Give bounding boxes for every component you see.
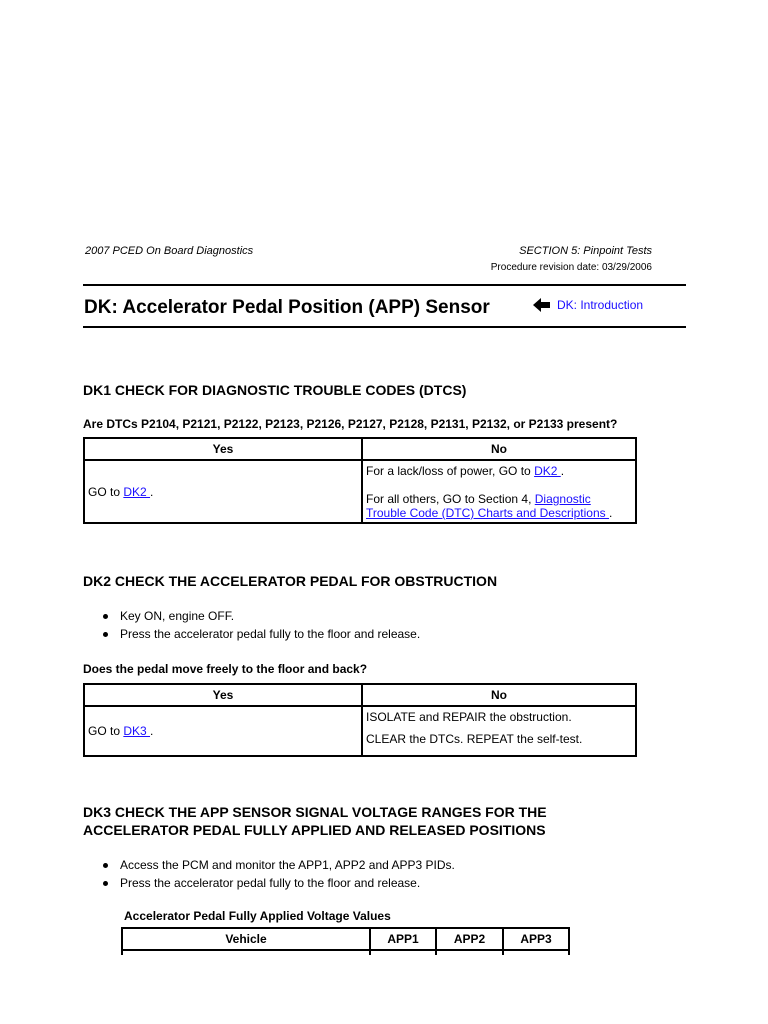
dk2-yes-text: GO to (88, 724, 124, 738)
document-header-section: SECTION 5: Pinpoint Tests (519, 245, 652, 257)
voltage-values-table (121, 927, 570, 955)
list-item: Press the accelerator pedal fully to the floor and release. (103, 625, 420, 643)
back-arrow-icon (533, 298, 551, 312)
dk1-yes-link[interactable]: DK2 (123, 484, 151, 499)
dk2-no-line2: CLEAR the DTCs. REPEAT the self-test. (366, 732, 583, 746)
nav-link-label[interactable]: DK: Introduction (557, 298, 644, 312)
title-rule-bottom (83, 326, 686, 328)
dk2-no-header: No (362, 684, 636, 706)
dk2-steps-list (103, 607, 420, 643)
list-item: Press the accelerator pedal fully to the floor and release. (103, 874, 455, 892)
dk2-yes-header: Yes (84, 684, 362, 706)
table-cell (122, 950, 370, 955)
dk1-no-line2-text: For all others, GO to Section 4, (366, 492, 535, 506)
dk1-no-line1-link[interactable]: DK2 (534, 464, 561, 478)
table-cell (370, 950, 436, 955)
table-cell (436, 950, 503, 955)
dk3-heading-line2: ACCELERATOR PEDAL FULLY APPLIED AND RELEASED POSITIONS (83, 822, 546, 838)
dk3-heading-line1: DK3 CHECK THE APP SENSOR SIGNAL VOLTAGE RANGES FOR THE (83, 804, 547, 820)
column-header-vehicle: Vehicle (122, 928, 370, 950)
dk2-decision-table (83, 683, 637, 757)
column-header-app2: APP2 (436, 928, 503, 950)
dk2-no-cell (362, 706, 636, 756)
dk1-no-line2-end: . (608, 506, 613, 520)
column-header-app1: APP1 (370, 928, 436, 950)
document-header-left: 2007 PCED On Board Diagnostics (85, 245, 254, 257)
dk1-yes-end: . (150, 484, 154, 499)
voltage-table-caption: Accelerator Pedal Fully Applied Voltage Values (124, 909, 391, 923)
dk2-yes-end: . (150, 724, 154, 738)
dk2-yes-cell (84, 706, 362, 756)
revision-date: Procedure revision date: 03/29/2006 (490, 262, 652, 273)
dk2-yes-link[interactable]: DK3 (123, 724, 151, 738)
dk3-steps-list (103, 856, 455, 892)
dk1-heading: DK1 CHECK FOR DIAGNOSTIC TROUBLE CODES (DTCS) (83, 382, 467, 398)
dk1-yes-header: Yes (84, 438, 362, 460)
dk2-question: Does the pedal move freely to the floor and back? (83, 662, 368, 676)
dk1-no-line1-text: For a lack/loss of power, GO to (366, 464, 535, 478)
dk1-no-header: No (362, 438, 636, 460)
dk1-yes-cell (84, 460, 362, 523)
dk1-no-line2-link[interactable]: Diagnostic Trouble Code (DTC) Charts and Descriptions (366, 492, 609, 520)
nav-link-introduction[interactable] (533, 298, 643, 312)
dk1-question: Are DTCs P2104, P2121, P2122, P2123, P2126, P2127, P2128, P2131, P2132, or P2133 present? (83, 417, 618, 431)
dk3-heading (83, 803, 547, 839)
column-header-app3: APP3 (503, 928, 569, 950)
table-cell (503, 950, 569, 955)
dk2-no-line1: ISOLATE and REPAIR the obstruction. (366, 710, 572, 724)
title-rule-top (83, 284, 686, 286)
list-item: Key ON, engine OFF. (103, 607, 420, 625)
dk1-yes-text: GO to (88, 484, 124, 499)
dk1-decision-table (83, 437, 637, 524)
dk2-heading: DK2 CHECK THE ACCELERATOR PEDAL FOR OBSTRUCTION (83, 573, 498, 589)
list-item: Access the PCM and monitor the APP1, APP2 and APP3 PIDs. (103, 856, 455, 874)
dk1-no-line1-end: . (560, 464, 565, 478)
page-title: DK: Accelerator Pedal Position (APP) Sensor (84, 297, 490, 318)
dk1-no-cell (362, 460, 636, 523)
